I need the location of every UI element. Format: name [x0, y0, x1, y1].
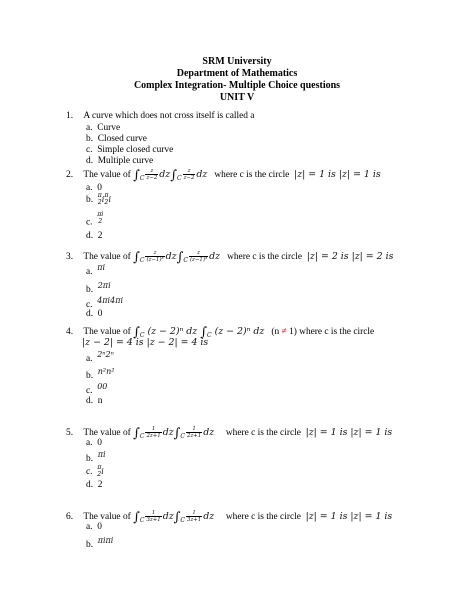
- document-title: Complex Integration- Multiple Choice questions: [133, 80, 341, 91]
- option-b: b. 2πi: [86, 281, 111, 295]
- option-b: b. n²n²: [86, 367, 115, 381]
- option-a: a. Curve: [86, 123, 121, 133]
- option-b: b. π 2 i π 2 i: [86, 192, 111, 206]
- option-c: c. 00: [86, 382, 108, 396]
- circle-condition: |z − 2| = 4 is |z − 2| = 4 is: [82, 337, 209, 348]
- option-d: d. n: [86, 396, 103, 406]
- option-a: a. 0: [86, 183, 102, 193]
- question-number: 1.: [66, 111, 74, 121]
- option-b: b. Closed curve: [86, 134, 147, 144]
- circle-condition: |z| = 2 is |z| = 2 is: [306, 251, 394, 262]
- option-c: c. πi 2: [86, 211, 104, 228]
- option-a: a. 0: [86, 522, 102, 532]
- question-4: 4. The value of $\int_C$ (z − 2)ⁿ dz $\int_C$ (z − 2)ⁿ dz (n ≠ 1) where c is the circle: [66, 325, 375, 340]
- question-3: 3. The value of $\int_C$ $\frac{z}{\text{(z−1)³}}$ $dz\int_C$ $\frac{z}{\text{(z−1)³}}$ dz where c is the circle |z| = 2 is |z| = 2 is: [66, 250, 394, 265]
- option-a: a. 0: [86, 438, 102, 448]
- question-5: 5. The value of $\int_C$ $\frac{1}{2z+1}$ $dz\int_C$ $\frac{1}{2z+1}$ dz where c is the circle |z| = 1 is |z| = 1 is: [66, 426, 393, 441]
- integral-expression: $\int_C$ $\frac{1}{3z+1}$ $dz\int_C$ $\frac{1}{3z+1}$ dz: [133, 510, 215, 525]
- n-condition: (n ≠ 1): [271, 327, 297, 337]
- unit-label: UNIT V: [219, 92, 255, 103]
- option-a: a. πi: [86, 263, 106, 277]
- option-d: d. 0: [86, 309, 103, 319]
- option-d: d. 2: [86, 480, 103, 490]
- circle-condition: |z| = 1 is |z| = 1 is: [305, 511, 393, 522]
- circle-condition: |z| = 1 is |z| = 1 is: [294, 169, 381, 180]
- question-2: 2. The value of $\int_C$ $\frac{z}{z-2}$ $dz\int_C$ $\frac{z}{z-2}$ dz where c is the circle |z| = 1 is |z| = 1 is: [66, 168, 381, 183]
- integral-expression: $\int_C$ (z − 2)ⁿ dz $\int_C$ (z − 2)ⁿ dz: [133, 325, 265, 340]
- question-text: A curve which does not cross itself is called a: [83, 111, 255, 121]
- integral-expression: $\int_C$ $\frac{z}{\text{(z−1)³}}$ $dz\int_C$ $\frac{z}{\text{(z−1)³}}$ dz: [133, 250, 221, 265]
- option-d: d. Multiple curve: [86, 156, 154, 166]
- option-c: c. Simple closed curve: [86, 145, 174, 155]
- integral-expression: $\int_C$ $\frac{z}{z-2}$ $dz\int_C$ $\frac{z}{z-2}$ dz: [133, 168, 208, 183]
- integral-expression: $\int_C$ $\frac{1}{2z+1}$ $dz\int_C$ $\frac{1}{2z+1}$ dz: [133, 426, 215, 441]
- question-6: 6. The value of $\int_C$ $\frac{1}{3z+1}$ $dz\int_C$ $\frac{1}{3z+1}$ dz where c is the circle |z| = 1 is |z| = 1 is: [66, 510, 393, 525]
- option-a: a. 2ⁿ2ⁿ: [86, 350, 114, 364]
- option-d: d. 2: [86, 231, 103, 241]
- option-c: c. π 2 i: [86, 464, 104, 478]
- option-b: b. πiπi: [86, 536, 114, 550]
- question-1: [66, 111, 254, 121]
- question-4-circle: [82, 337, 208, 348]
- university-name: SRM University: [202, 56, 272, 67]
- option-b: b. πi: [86, 450, 106, 464]
- option-c: c. 4πi4πi: [86, 296, 124, 310]
- circle-condition: |z| = 1 is |z| = 1 is: [305, 427, 393, 438]
- department-name: Department of Mathematics: [176, 68, 298, 79]
